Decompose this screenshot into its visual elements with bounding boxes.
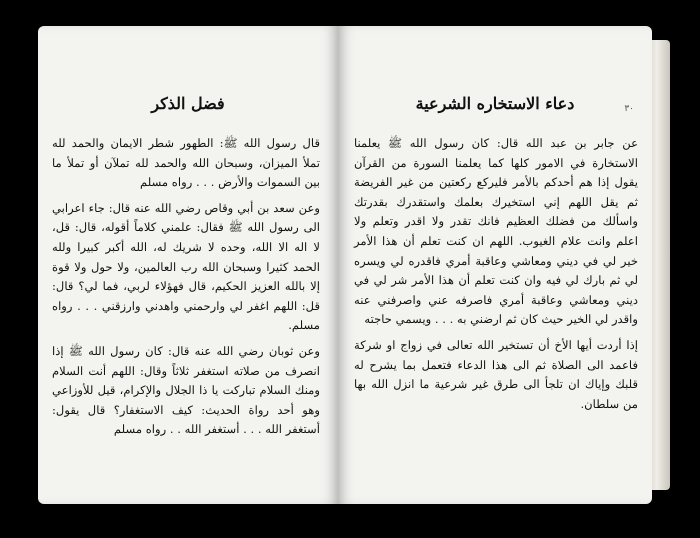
left-page-title: فضل الذكر xyxy=(151,94,225,113)
left-page xyxy=(38,26,338,504)
left-paragraph-2: وعن سعد بن أبي وقاص رضي الله عنه قال: جاء اعرابي الى رسول الله ﷺ فقال: علمني كلاماً أقوله، قال: قل، لا اله الا الله، وحده لا شريك له، الله أكبر كبيرا ولله الحمد كثيرا وسبحان الله رب العالمين، ولا حول ولا قوة إلا بالله العزيز الحكيم، قال فهؤلاء لربي، فما لي؟ قال: قل: اللهم اغفر لي وارحمني واهدني وارزقني . . . رواه مسلم. xyxy=(52,200,320,333)
right-page-body xyxy=(354,134,638,420)
corner-mark: ٣٠ xyxy=(624,104,634,114)
right-page xyxy=(338,26,652,504)
left-paragraph-1: قال رسول الله ﷺ: الطهور شطر الايمان والحمد لله تملأ الميزان، وسبحان الله والحمد لله تملآن أو تملأ ما بين السموات والأرض . . . رواه مسلم xyxy=(52,136,320,190)
left-paragraph-3: وعن ثوبان رضي الله عنه قال: كان رسول الله ﷺ إذا انصرف من صلاته استغفر ثلاثاً وقال: اللهم أنت السلام ومنك السلام تباركت يا ذا الجلال والإكرام، قيل للأوزاعي وهو أحد رواة الحديث: كيف الاستغفار؟ قال يقول: أستغفر الله . . . أستغفر الله . . رواه مسلم xyxy=(52,343,320,437)
right-paragraph-1: عن جابر بن عبد الله قال: كان رسول الله ﷺ يعلمنا الاستخارة في الامور كلها كما يعلمنا السورة من القرآن يقول إذا هم أحدكم بالأمر فليركع ركعتين من غير الفريضة ثم يقل اللهم إني استخيرك بعلمك واستقدرك بقدرتك واسألك من فضلك العظيم فانك تقدر ولا اقدر وتعلم ولا اعلم وانت علام الغيوب. اللهم ان كنت تعلم أن هذا الأمر خير لي في ديني ومعاشي وعاقبة أمري فاقدره لي ويسره لي ثم بارك لي فيه وان كنت تعلم أن هذا الأمر شر لي في ديني ومعاشي وعاقبة أمري فاصرفه عني واصرفني عنه واقدر لي الخير حيث كان ثم ارضني به . . . ويسمي حاجته xyxy=(354,136,638,327)
right-paragraph-2: إذا أردت أيها الأخ أن تستخير الله تعالى في زواج او شركة فاعمد الى الصلاة ثم الى هذا الدعاء فتعمل بما يشرح له قلبك وإياك ان تلجأ الى طرق غير شرعية ما انزل الله بها من سلطان. xyxy=(354,337,638,411)
open-book xyxy=(34,26,666,504)
right-page-title: دعاء الاستخاره الشرعية xyxy=(415,94,575,113)
left-page-body xyxy=(52,134,320,446)
